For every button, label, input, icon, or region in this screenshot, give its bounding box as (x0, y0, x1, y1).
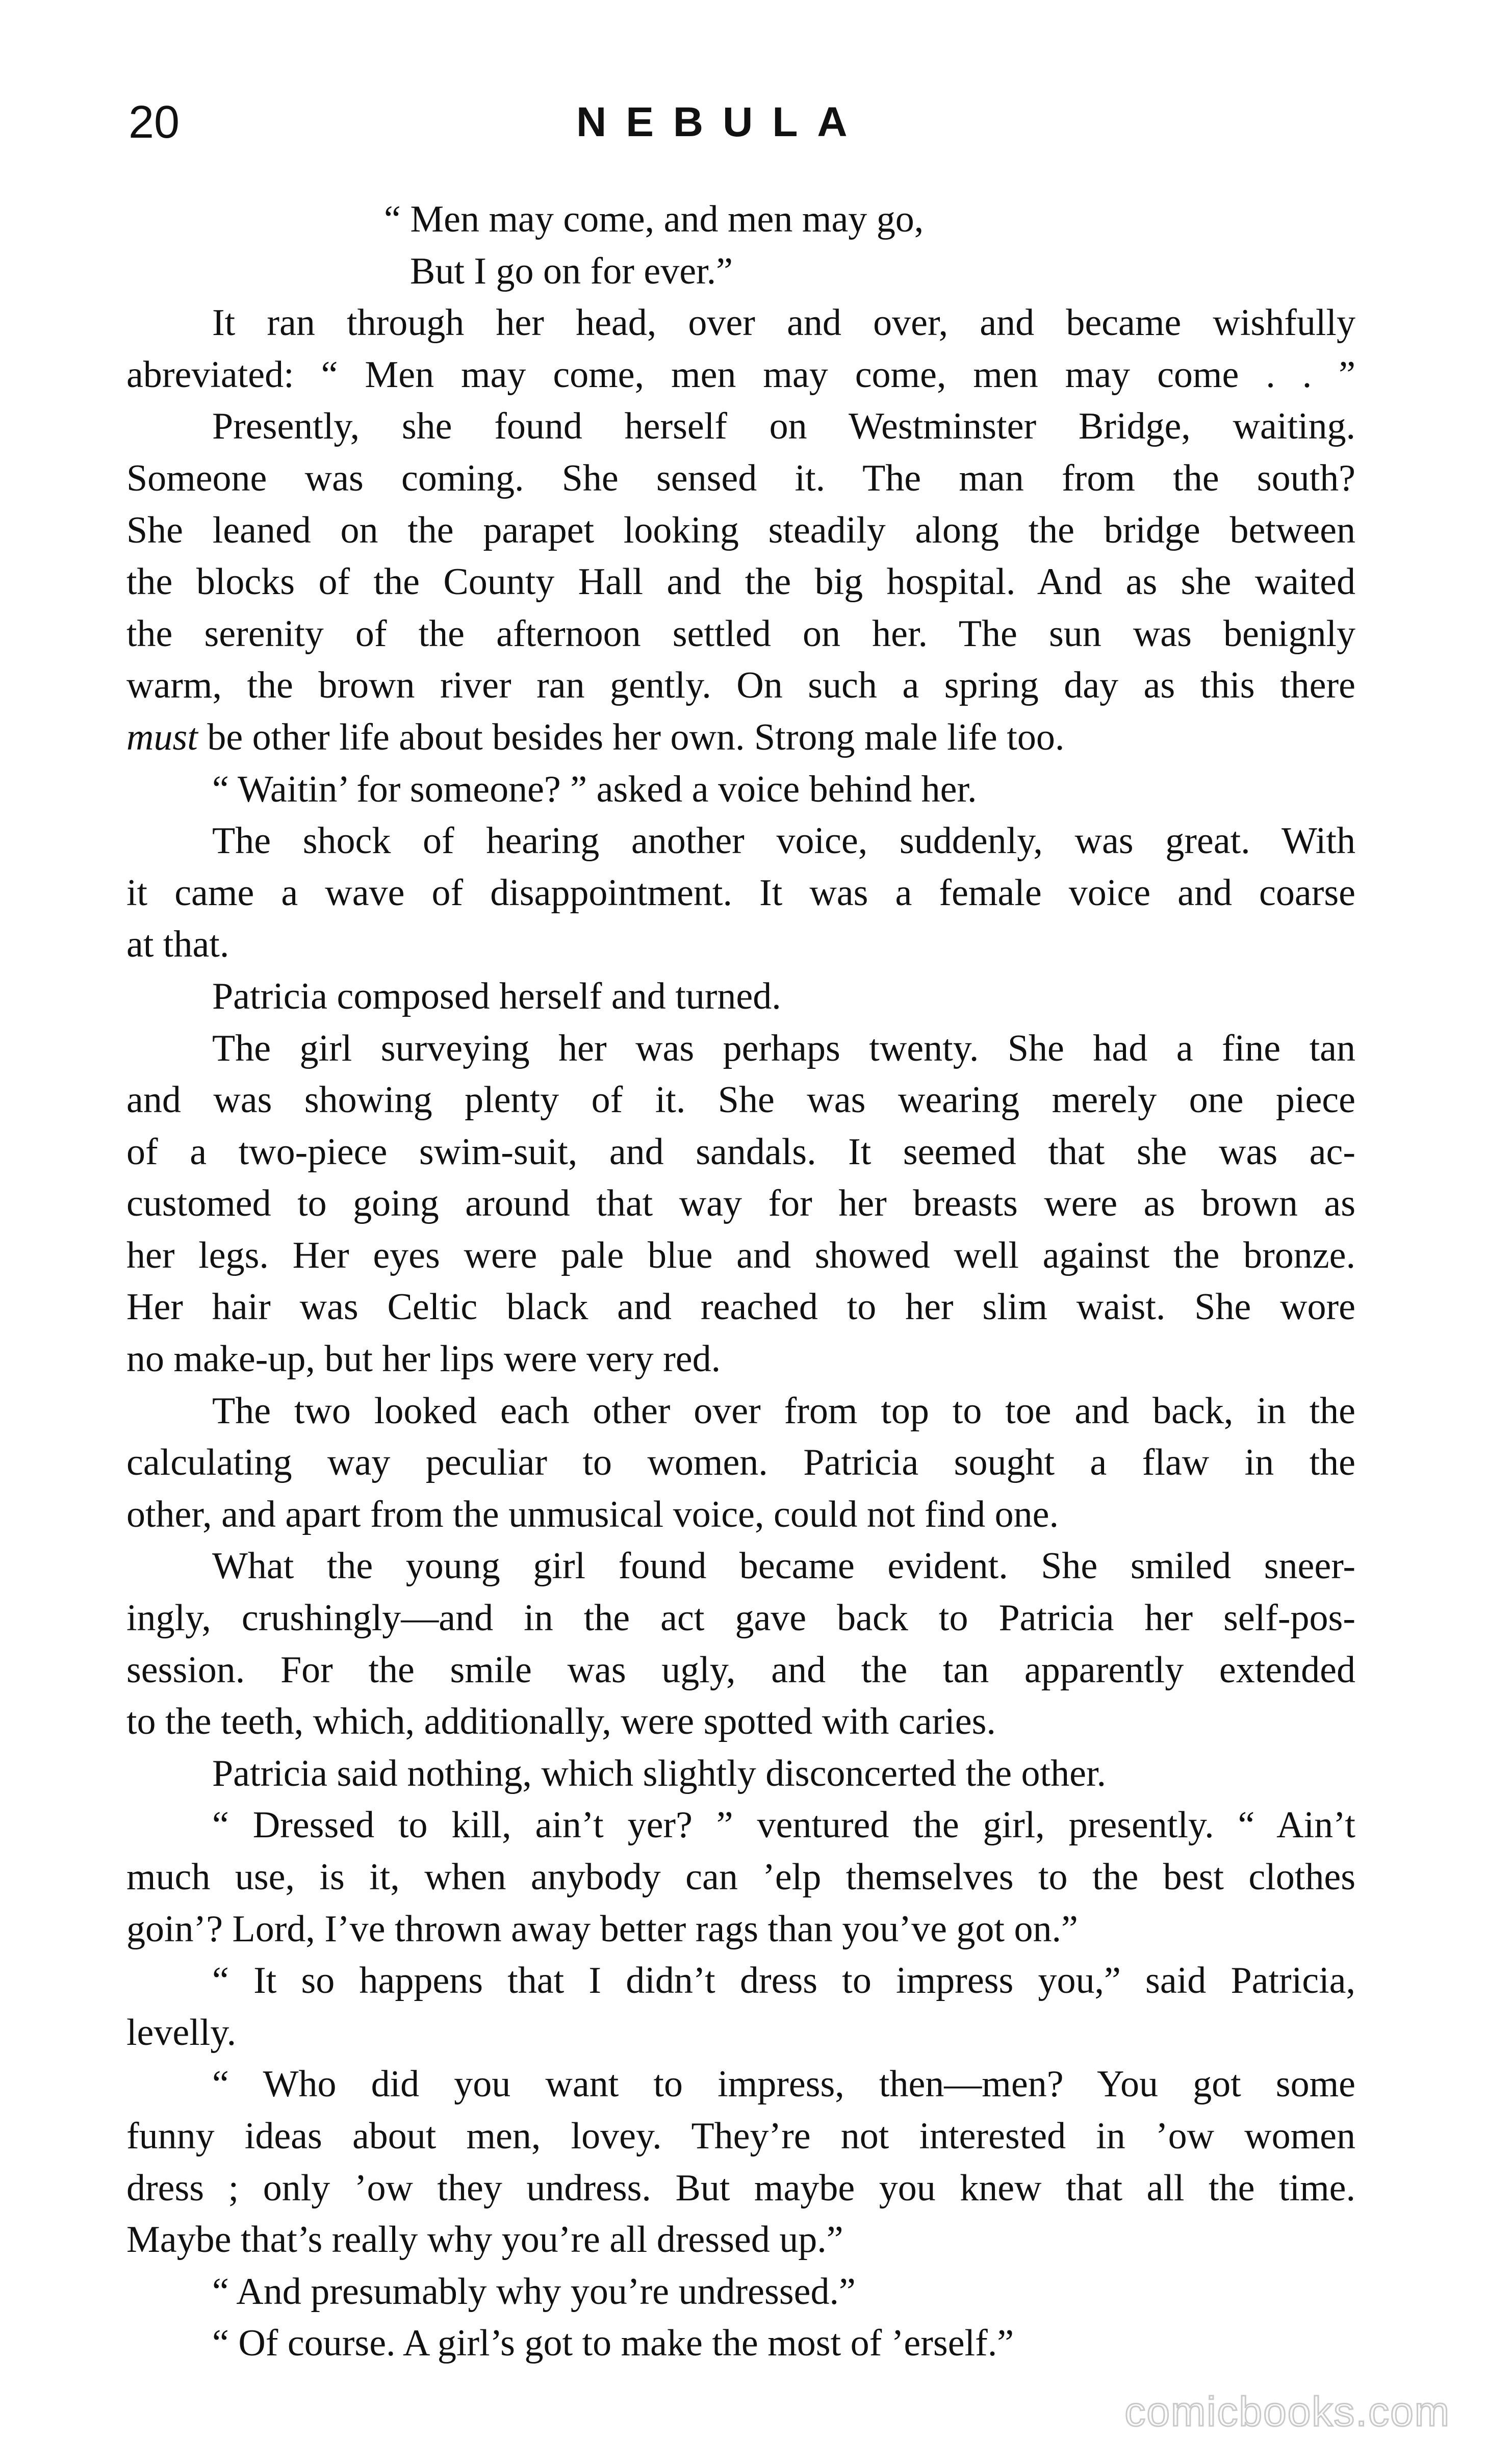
text-line: customed to going around that way for her breasts were as brown as (126, 1183, 1355, 1225)
text-line: Patricia said nothing, which slightly disconcerted the other. (212, 1752, 1107, 1794)
text-line: of a two-piece swim-suit, and sandals. It seemed that she was ac- (126, 1131, 1355, 1173)
text-line: But I go on for ever.” (410, 250, 733, 292)
text-line: Maybe that’s really why you’re all dressed up.” (126, 2219, 843, 2261)
text-line: goin’? Lord, I’ve thrown away better rags than you’ve got on.” (126, 1908, 1078, 1950)
text-line: Presently, she found herself on Westminster Bridge, waiting. (212, 405, 1355, 448)
text-line: Patricia composed herself and turned. (212, 975, 781, 1017)
text-line: her legs. Her eyes were pale blue and showed well against the bronze. (126, 1234, 1355, 1276)
text-line: The two looked each other over from top to toe and back, in the (212, 1390, 1355, 1432)
running-title: NEBULA (576, 99, 867, 145)
text-line: and was showing plenty of it. She was wearing merely one piece (126, 1079, 1355, 1121)
text-line: levelly. (126, 2011, 237, 2054)
emphasis-word: must (126, 716, 198, 758)
text-line: it came a wave of disappointment. It was a female voice and coarse (126, 871, 1355, 914)
body-text (126, 194, 1355, 2370)
text-line: abreviated: “ Men may come, men may come, men may come . . ” (126, 353, 1355, 396)
text-line: other, and apart from the unmusical voice, could not find one. (126, 1493, 1059, 1535)
text-line (126, 712, 1355, 764)
text-line: She leaned on the parapet looking steadily along the bridge between (126, 509, 1355, 551)
text-line: at that. (126, 923, 229, 966)
line-rest: be other life about besides her own. Strong male life too. (197, 716, 1065, 758)
text-line: “ And presumably why you’re undressed.” (212, 2270, 856, 2313)
text-line: calculating way peculiar to women. Patricia sought a flaw in the (126, 1442, 1355, 1484)
text-line: much use, is it, when anybody can ’elp themselves to the best clothes (126, 1856, 1355, 1898)
text-line: The shock of hearing another voice, suddenly, was great. With (212, 820, 1355, 862)
text-line: “ Who did you want to impress, then—men? You got some (212, 2063, 1355, 2106)
text-line: the serenity of the afternoon settled on her. The sun was benignly (126, 612, 1355, 655)
page-header (0, 94, 1486, 150)
text-line: “ Waitin’ for someone? ” asked a voice behind her. (212, 768, 977, 810)
text-line: session. For the smile was ugly, and the tan apparently extended (126, 1649, 1355, 1691)
text-line: What the young girl found became evident. She smiled sneer- (212, 1545, 1355, 1587)
text-line: “ Men may come, and men may go, (384, 198, 924, 240)
text-line: Her hair was Celtic black and reached to her slim waist. She wore (126, 1286, 1355, 1328)
text-line: funny ideas about men, lovey. They’re not interested in ’ow women (126, 2115, 1355, 2157)
text-line: It ran through her head, over and over, and became wishfully (212, 302, 1355, 344)
text-line: the blocks of the County Hall and the big hospital. And as she waited (126, 561, 1355, 603)
text-line: to the teeth, which, additionally, were spotted with caries. (126, 1701, 996, 1743)
text-line: “ Of course. A girl’s got to make the most of ’erself.” (212, 2322, 1014, 2365)
watermark: comicbooks.com (1124, 2389, 1450, 2435)
text-line: Someone was coming. She sensed it. The man from the south? (126, 457, 1355, 499)
text-line: dress ; only ’ow they undress. But maybe you knew that all the time. (126, 2167, 1355, 2209)
text-line: warm, the brown river ran gently. On such a spring day as this there (126, 664, 1355, 707)
text-line: The girl surveying her was perhaps twenty. She had a fine tan (212, 1027, 1355, 1069)
text-line: “ It so happens that I didn’t dress to impress you,” said Patricia, (212, 1960, 1355, 2002)
page-number: 20 (129, 97, 180, 148)
text-line: no make-up, but her lips were very red. (126, 1338, 721, 1380)
text-line: “ Dressed to kill, ain’t yer? ” ventured the girl, presently. “ Ain’t (212, 1804, 1355, 1846)
text-line: ingly, crushingly—and in the act gave back to Patricia her self-pos- (126, 1597, 1355, 1639)
